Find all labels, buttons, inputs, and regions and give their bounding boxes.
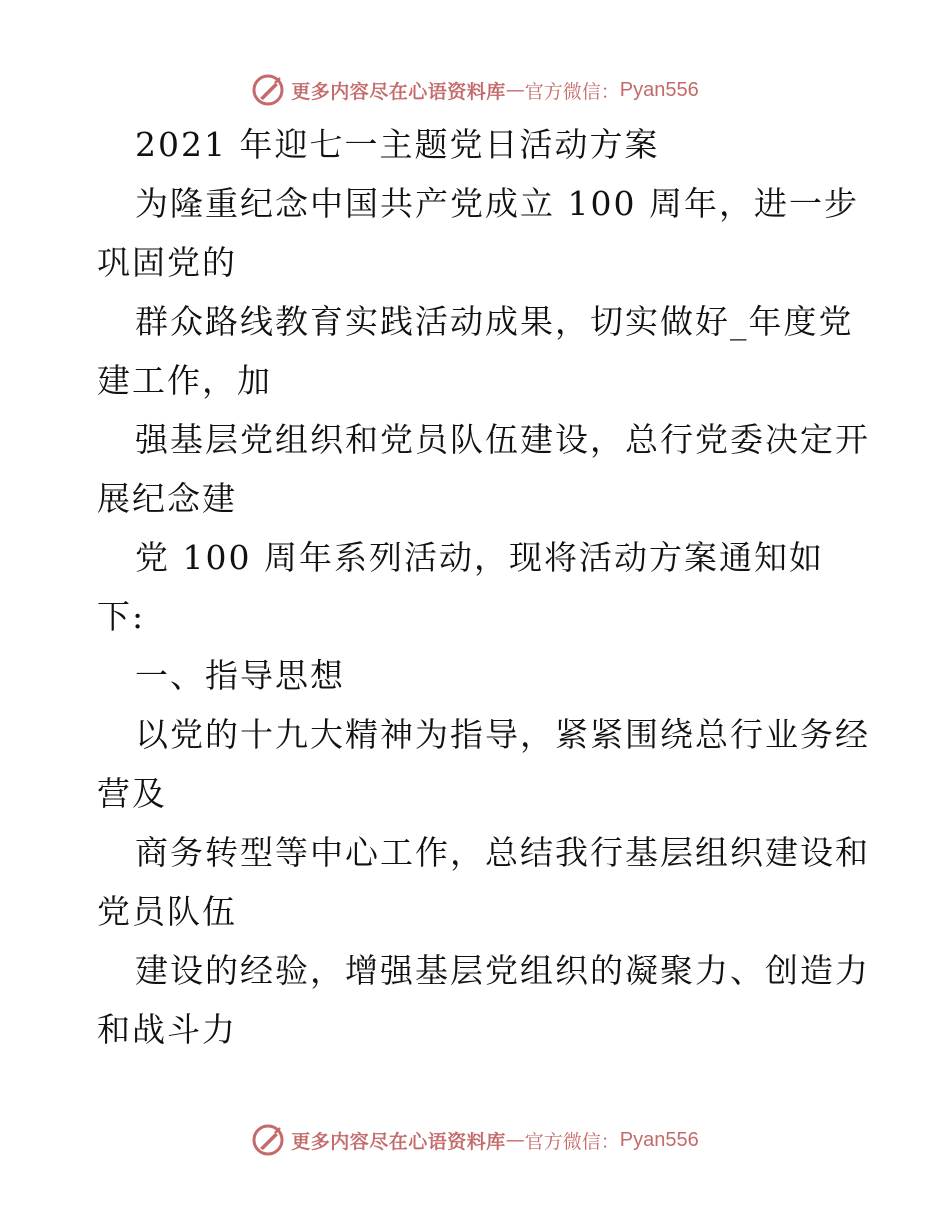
quill-logo-icon (251, 1123, 285, 1157)
paragraph-line: 建工作，加 (97, 361, 272, 400)
watermark-site: 更多内容尽在心语资料库 (291, 80, 506, 103)
paragraph-line: 商务转型等中心工作，总结我行基层组织建设和 (135, 833, 870, 872)
paragraph-line: 展纪念建 (97, 479, 237, 518)
header-watermark (0, 70, 950, 110)
paragraph-line: 党员队伍 (97, 892, 237, 931)
paragraph-line: 下: (97, 597, 146, 636)
paragraph-line: 和战斗力 (97, 1010, 237, 1049)
paragraph-line: 营及 (97, 774, 167, 813)
paragraph-line: 建设的经验，增强基层党组织的凝聚力、创造力 (135, 951, 870, 990)
document-title: 2021 年迎七一主题党日活动方案 (135, 125, 660, 164)
watermark-dash: — (505, 1129, 525, 1151)
watermark-wechat-label: 官方微信： (524, 1130, 620, 1153)
section-heading: 一、指导思想 (135, 656, 345, 695)
watermark-wechat-id: Pyan556 (619, 78, 699, 101)
paragraph-line: 群众路线教育实践活动成果，切实做好_年度党 (135, 302, 854, 341)
watermark-site: 更多内容尽在心语资料库 (291, 1130, 506, 1153)
paragraph-line: 巩固党的 (97, 243, 237, 282)
paragraph-line: 强基层党组织和党员队伍建设，总行党委决定开 (135, 420, 870, 459)
watermark-wechat-id: Pyan556 (619, 1128, 699, 1151)
quill-logo-icon (251, 73, 285, 107)
paragraph-line: 为隆重纪念中国共产党成立 100 周年，进一步 (135, 184, 859, 223)
paragraph-line: 以党的十九大精神为指导，紧紧围绕总行业务经 (135, 715, 870, 754)
watermark-dash: — (505, 79, 525, 101)
watermark-wechat-label: 官方微信： (524, 80, 620, 103)
footer-watermark (0, 1120, 950, 1160)
paragraph-line: 党 100 周年系列活动，现将活动方案通知如 (135, 538, 824, 577)
